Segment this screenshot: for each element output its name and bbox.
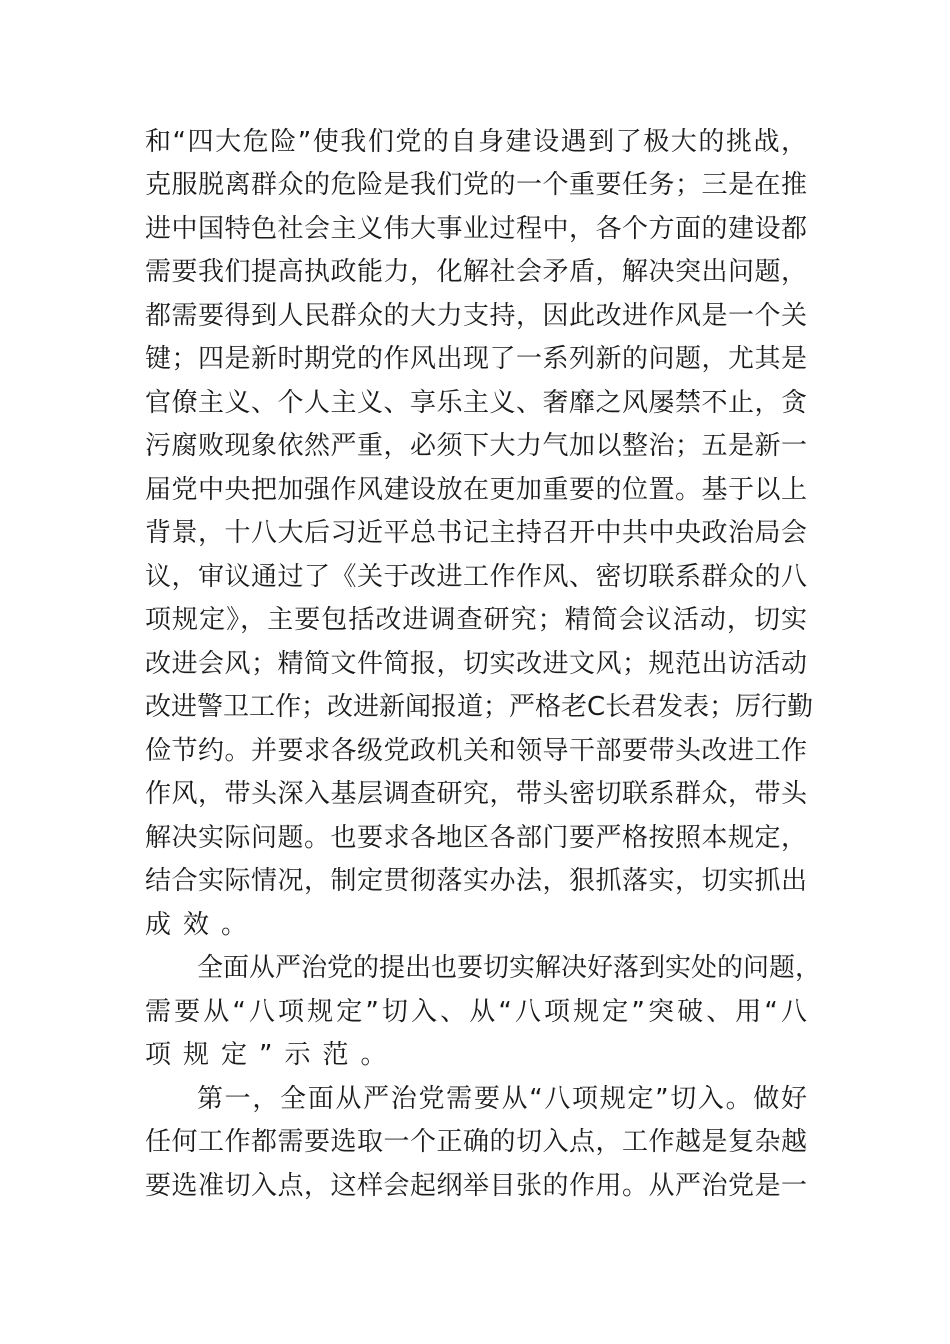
text-line: 成效。 — [145, 910, 260, 940]
text-line: 届党中央把加强作风建设放在更加重要的位置。基于以上 — [145, 475, 807, 505]
text-line: 结合实际情况，制定贯彻落实办法，狠抓落实，切实抓出 — [145, 866, 807, 896]
text-line: 官僚主义、个人主义、享乐主义、奢靡之风屡禁不止，贪 — [145, 388, 807, 418]
text-line: 键；四是新时期党的作风出现了一系列新的问题，尤其是 — [145, 344, 807, 374]
text-line: 改进警卫工作；改进新闻报道；严格老C长君发表；厉行勤 — [145, 692, 814, 722]
text-line: 克服脱离群众的危险是我们党的一个重要任务；三是在推 — [145, 170, 807, 200]
text-line: 任何工作都需要选取一个正确的切入点，工作越是复杂越 — [145, 1127, 807, 1157]
text-line: 都需要得到人民群众的大力支持，因此改进作风是一个关 — [145, 301, 807, 331]
text-line: 解决实际问题。也要求各地区各部门要严格按照本规定， — [145, 823, 807, 853]
text-line: 需要我们提高执政能力，化解社会矛盾，解决突出问题， — [145, 257, 807, 287]
paragraph-first-line: 第一，全面从严治党需要从“八项规定”切入。做好 — [197, 1084, 807, 1114]
text-line: 改进会风；精简文件简报，切实改进文风；规范出访活动 — [145, 649, 807, 679]
text-line: 要选准切入点，这样会起纲举目张的作用。从严治党是一 — [145, 1171, 807, 1201]
paragraph-first-line: 全面从严治党的提出也要切实解决好落到实处的问题， — [197, 953, 822, 983]
text-line: 和“四大危险”使我们党的自身建设遇到了极大的挑战， — [145, 127, 807, 157]
text-line: 项规定》，主要包括改进调查研究；精简会议活动，切实 — [145, 605, 807, 635]
text-line: 污腐败现象依然严重，必须下大力气加以整治；五是新一 — [145, 431, 807, 461]
text-line: 需要从“八项规定”切入、从“八项规定”突破、用“八 — [145, 997, 807, 1027]
text-line: 背景，十八大后习近平总书记主持召开中共中央政治局会 — [145, 518, 807, 548]
text-line: 进中国特色社会主义伟大事业过程中，各个方面的建设都 — [145, 214, 807, 244]
text-line: 议，审议通过了《关于改进工作作风、密切联系群众的八 — [145, 562, 807, 592]
text-line: 作风，带头深入基层调查研究，带头密切联系群众，带头 — [145, 779, 807, 809]
text-line: 项规定”示范。 — [145, 1040, 399, 1070]
text-line: 俭节约。并要求各级党政机关和领导干部要带头改进工作 — [145, 736, 807, 766]
